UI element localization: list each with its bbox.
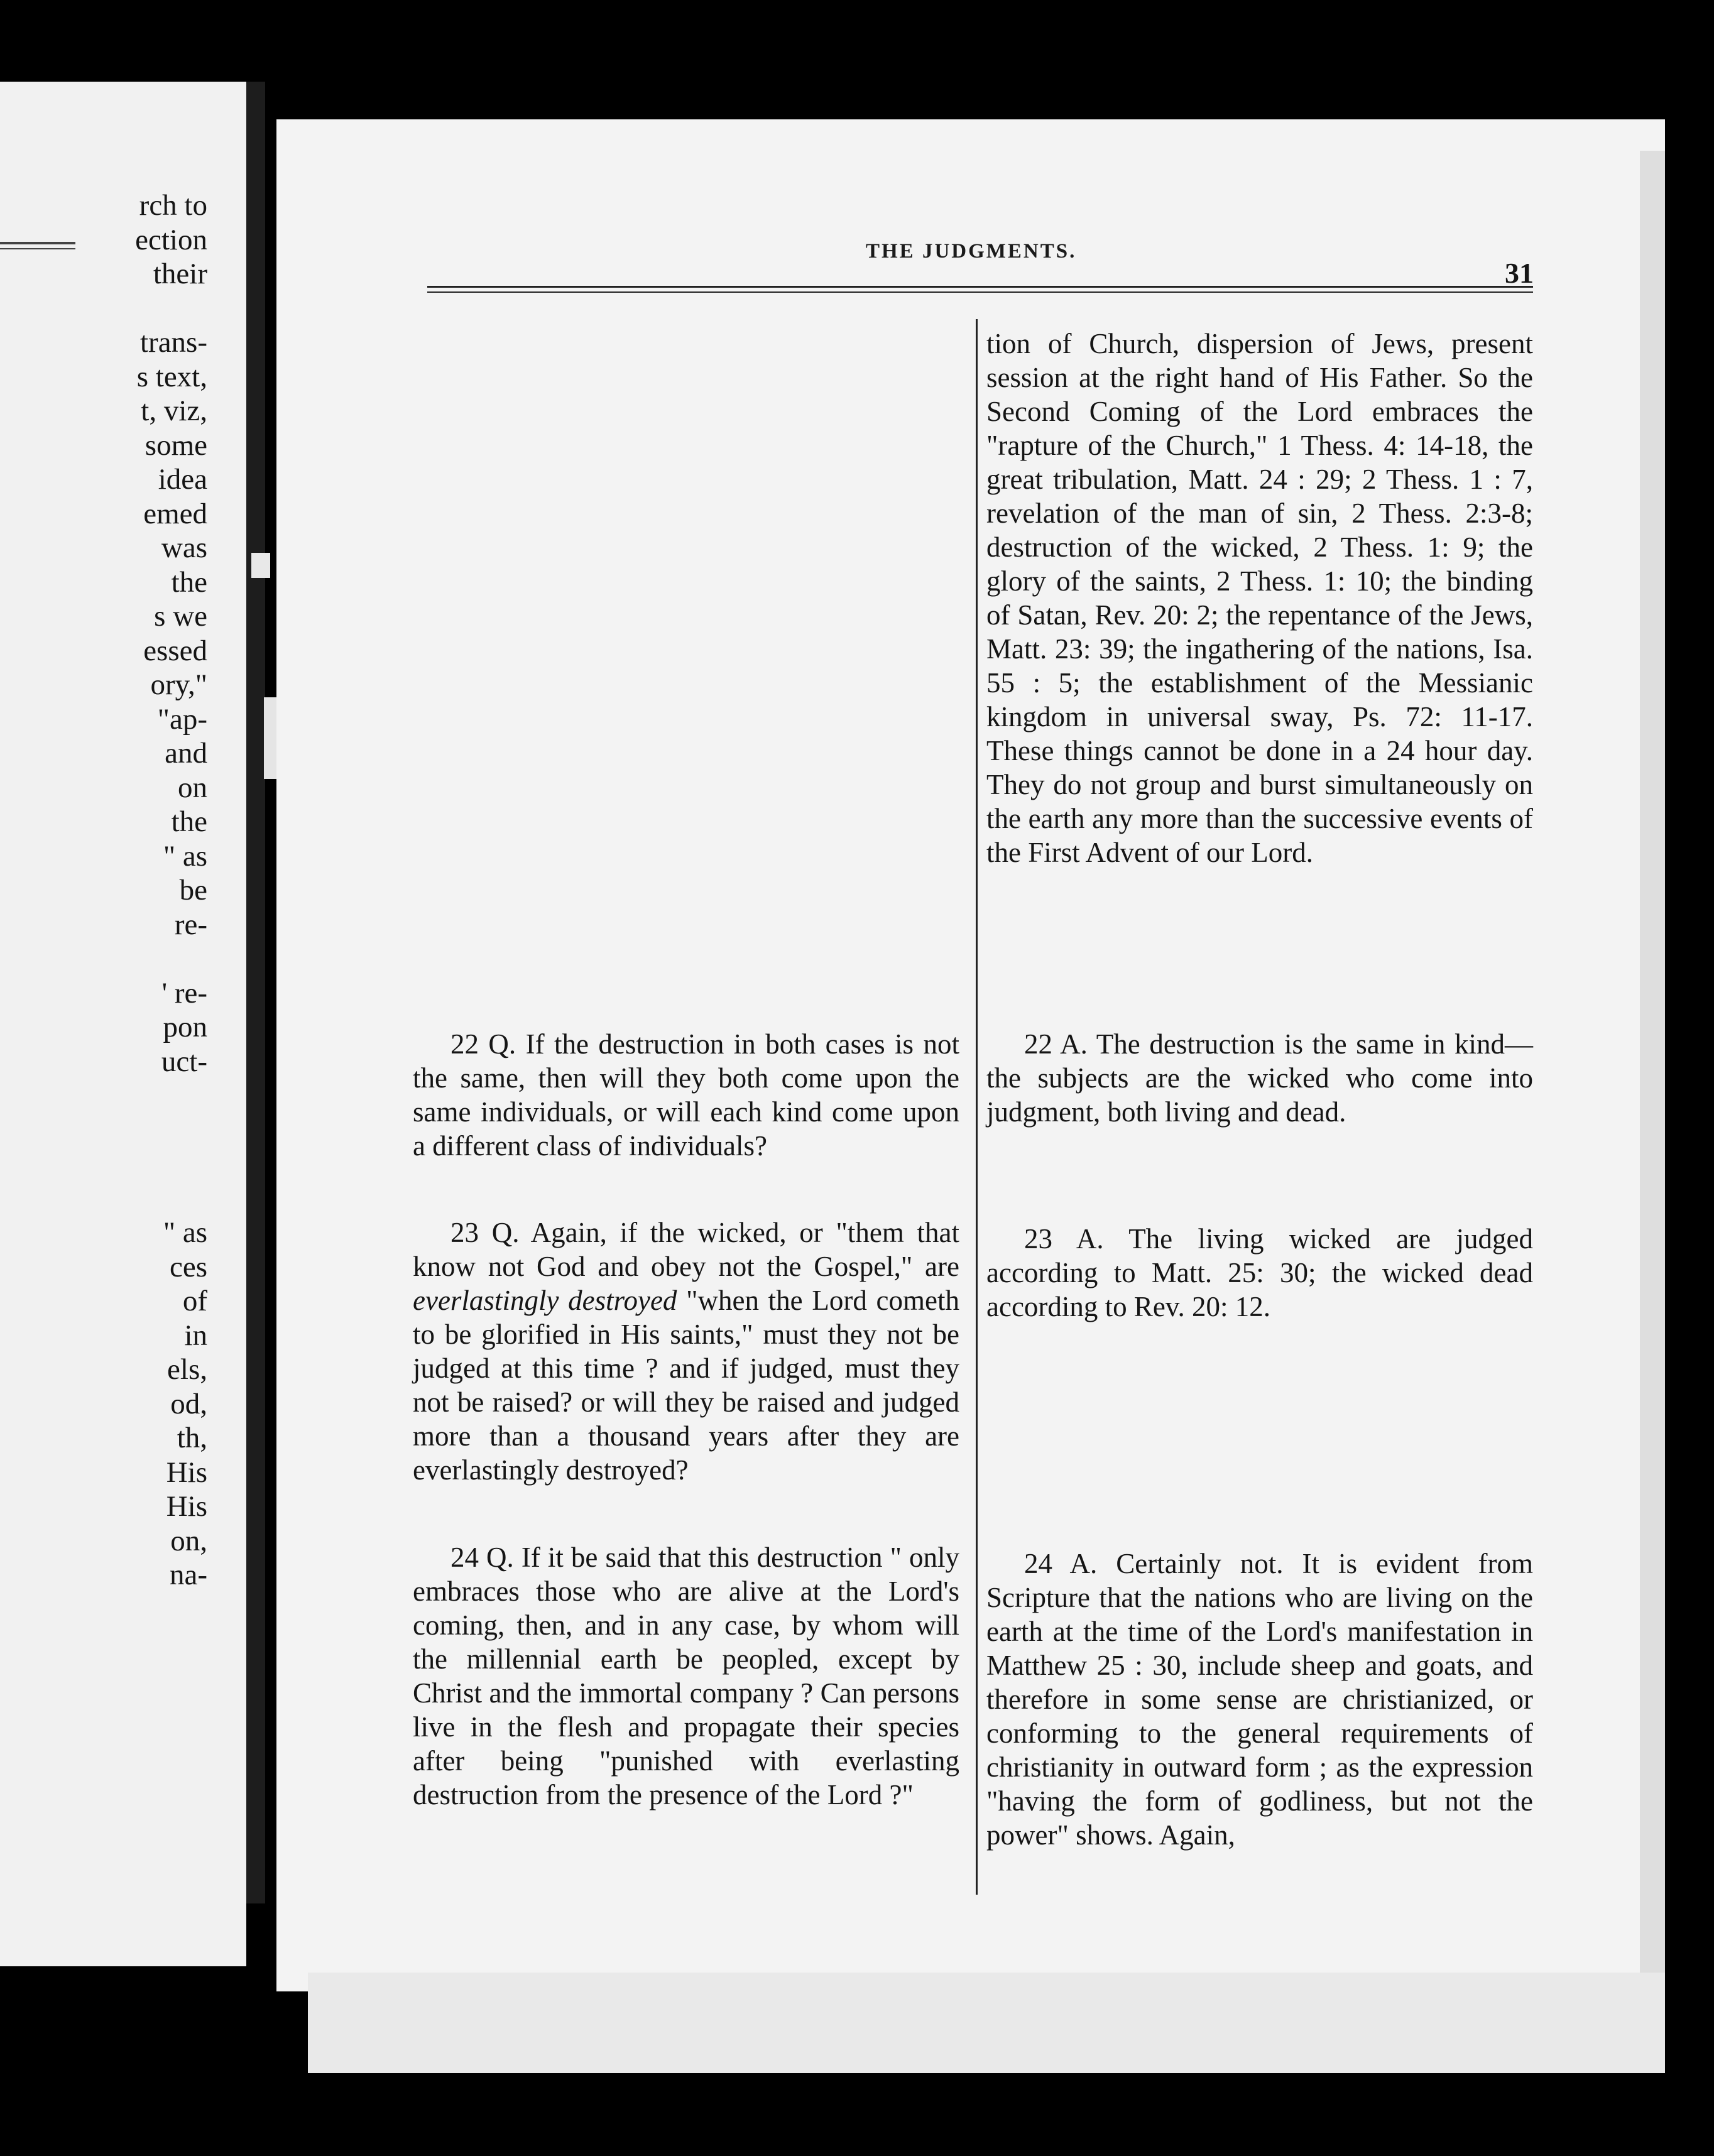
previous-page-line: s we bbox=[154, 600, 207, 633]
page-edge bbox=[1640, 151, 1665, 1973]
previous-page-line: "ap- bbox=[157, 702, 207, 736]
answer-23: 23 A. The living wicked are judged according to Matt. 25: 30; the wicked dead according to Rev. 20: 12. bbox=[986, 1223, 1533, 1322]
previous-page-line: His bbox=[166, 1456, 207, 1489]
previous-page-line: " as bbox=[163, 1216, 207, 1249]
previous-page-line: re- bbox=[174, 908, 207, 941]
question-24: 24 Q. If it be said that this destruction " only embraces those who are alive at the Lord's coming, then, and in any case, by whom will the millennial earth be peopled, except by Christ and the immortal company ? Can persons live in the flesh and propagate their species after being "punished with everlasting destruction from the presence of the Lord ?" bbox=[413, 1542, 959, 1810]
previous-page-line: His bbox=[166, 1490, 207, 1523]
previous-page-line: ory," bbox=[150, 668, 207, 701]
previous-page-line: th, bbox=[177, 1422, 207, 1454]
previous-page-line: the bbox=[171, 805, 207, 838]
answer-24: 24 A. Certainly not. It is evident from Scripture that the nations who are living on the earth at the time of the Lord's manifestation in Matthew 25 : 30, include sheep and goats, and therefore in some sense are christianized, or conforming to the general requirements of christianity in outward form ; as the expression "having the form of godliness, but not the power" shows. Again, bbox=[986, 1548, 1533, 1851]
previous-page-line: was bbox=[161, 531, 207, 564]
previous-page-line: in bbox=[184, 1319, 207, 1352]
previous-page-line: " as bbox=[163, 839, 207, 873]
previous-page-line: their bbox=[153, 258, 207, 290]
previous-page-line: trans- bbox=[139, 326, 207, 359]
emphasis-text: everlastingly destroyed bbox=[413, 1285, 677, 1316]
page-bottom-edge bbox=[308, 1973, 1665, 2073]
previous-page-line: na- bbox=[169, 1559, 207, 1591]
previous-page-line: on bbox=[178, 771, 207, 804]
previous-page-line: s text, bbox=[136, 360, 207, 393]
previous-page-line: ' re- bbox=[161, 976, 207, 1010]
page-notch bbox=[251, 553, 270, 578]
question-22: 22 Q. If the destruction in both cases is not the same, then will they both come upon the same individuals, or will each kind come upon a different class of individuals? bbox=[413, 1028, 959, 1162]
previous-page-line: od, bbox=[170, 1387, 207, 1420]
previous-page-line: rch to bbox=[139, 189, 207, 222]
previous-page-line: and bbox=[165, 737, 207, 770]
previous-page-line: ces bbox=[169, 1250, 207, 1283]
answer-continuation: tion of Church, dispersion of Jews, present session at the right hand of His Father. So the Second Coming of the Lord embraces the "rapture of the Church," 1 Thess. 4: 14-18, the great tribulation, Matt. 24 : 29; 2 Thess. 1 : 7, revelation of the man of sin, 2 Thess. 2:3-8; destruction of the wicked, 2 Thess. 1: 9; the glory of the saints, 2 Thess. 1: 10; the binding of Satan, Rev. 20: 2; the repentance of the Jews, Matt. 23: 39; the ingathering of the nations, Isa. 55 : 5; the establishment of the Messianic kingdom in universal sway, Ps. 72: 11-17. These things cannot be done in a 24 hour day. They do not group and burst simultaneously on the earth any more than the successive events of the First Advent of our Lord. bbox=[986, 328, 1533, 868]
previous-page-line: els, bbox=[167, 1353, 207, 1386]
running-head: THE JUDGMENTS. bbox=[866, 240, 1077, 263]
answer-22: 22 A. The destruction is the same in kind—the subjects are the wicked who come into judgment, both living and dead. bbox=[986, 1028, 1533, 1128]
previous-page-line: pon bbox=[163, 1011, 207, 1043]
previous-page-rule bbox=[0, 242, 75, 249]
previous-page-line: ection bbox=[135, 223, 207, 256]
header-rule bbox=[427, 286, 1533, 293]
previous-page-line: on, bbox=[170, 1524, 207, 1557]
question-23: 23 Q. Again, if the wicked, or "them that know not God and obey not the Gospel," are everlastingly destroyed "when the Lord cometh to be glorified in His saints," must they not be judged at this time ? and if judged, must they not be raised? or will they be raised and judged more than a thousand years after they are everlastingly destroyed? bbox=[413, 1217, 959, 1486]
column-rule bbox=[976, 319, 978, 1895]
previous-page-fragment bbox=[0, 82, 246, 1966]
previous-page-line: idea bbox=[158, 463, 207, 496]
previous-page-line: some bbox=[145, 428, 207, 462]
previous-page-line: t, viz, bbox=[141, 395, 207, 427]
previous-page-line: be bbox=[179, 874, 207, 906]
previous-page-line: of bbox=[182, 1285, 207, 1317]
previous-page-line: uct- bbox=[161, 1045, 207, 1078]
book-gutter bbox=[246, 82, 265, 1903]
page-number: 31 bbox=[1505, 257, 1534, 289]
previous-page-line: essed bbox=[143, 634, 207, 667]
previous-page-line: the bbox=[171, 565, 207, 599]
previous-page-line: emed bbox=[143, 497, 207, 530]
